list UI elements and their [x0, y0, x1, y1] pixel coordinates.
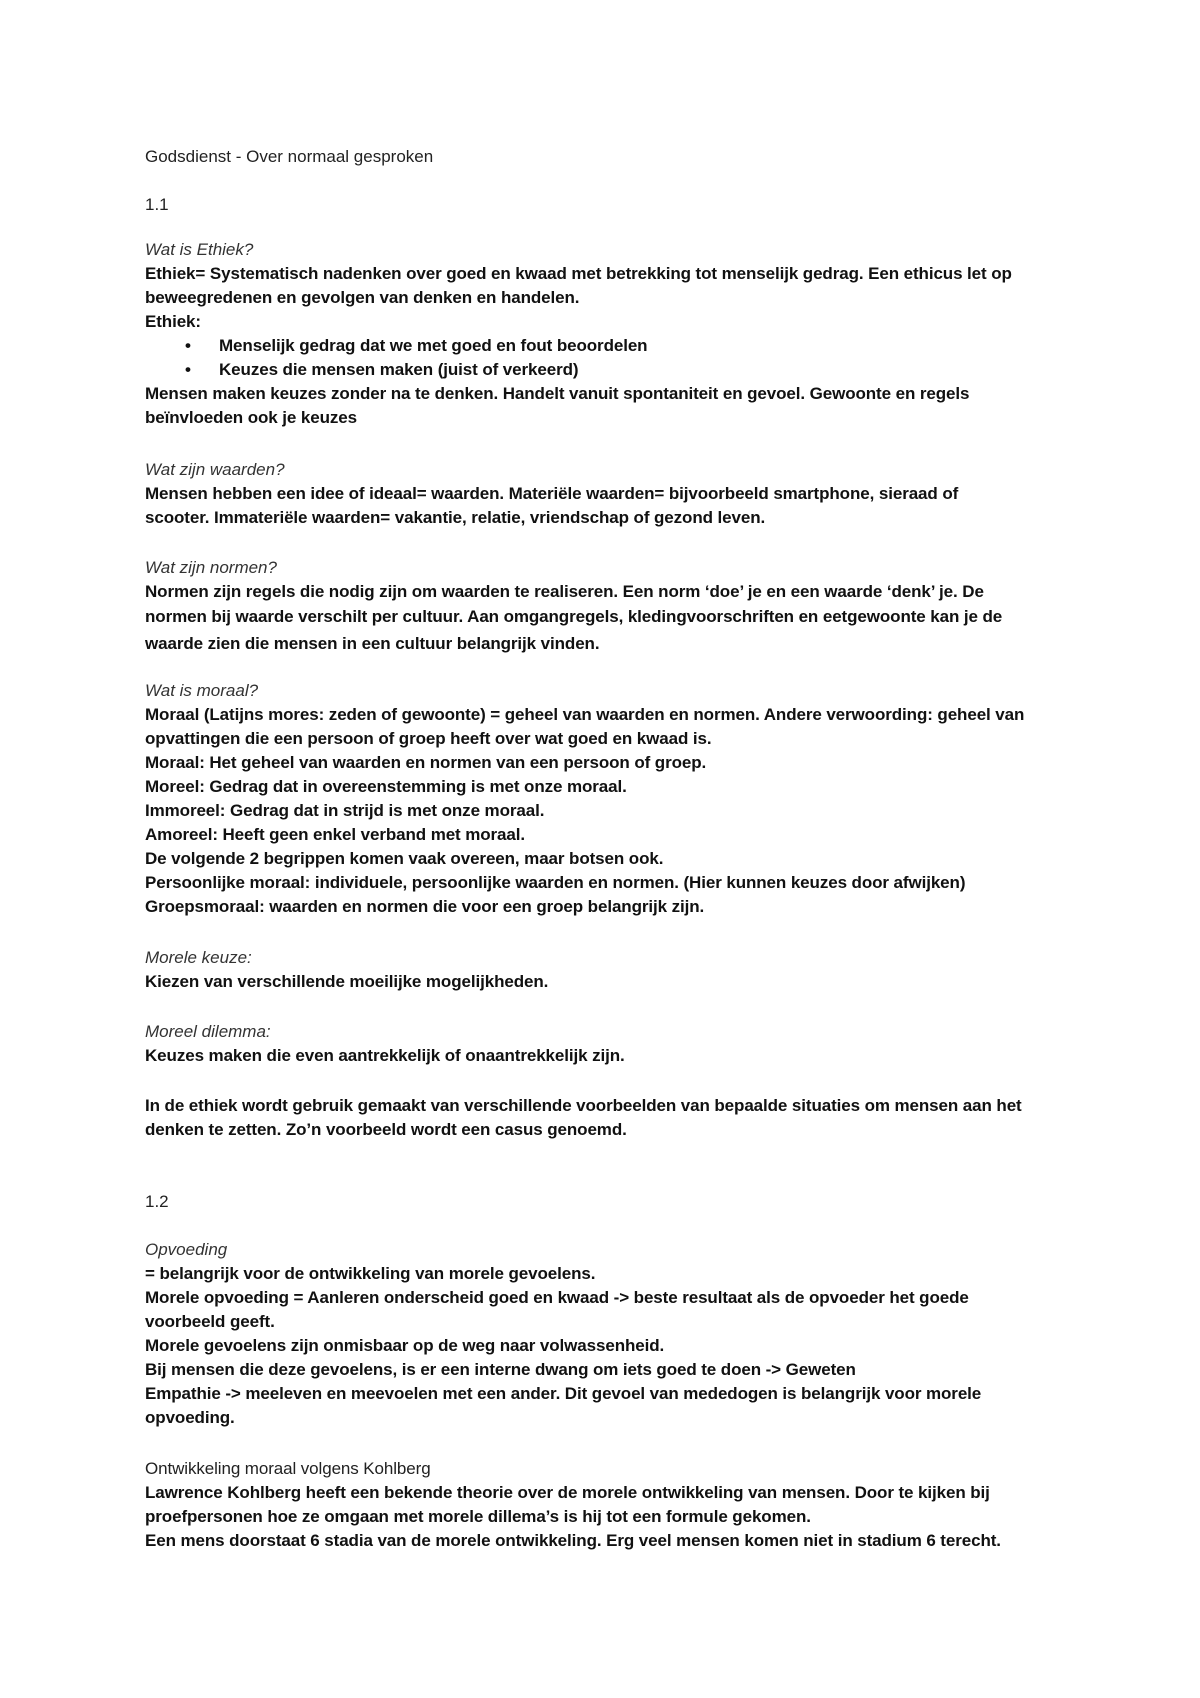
paragraph-line: Immoreel: Gedrag dat in strijd is met onze moraal.: [145, 801, 545, 820]
paragraph-line: = belangrijk voor de ontwikkeling van morele gevoelens.: [145, 1264, 596, 1283]
document-title: Godsdienst - Over normaal gesproken: [145, 147, 434, 166]
paragraph-line: Normen zijn regels die nodig zijn om waarden te realiseren. Een norm ‘doe’ je en een waarde ‘denk’ je. De: [145, 582, 984, 601]
paragraph-line: denken te zetten. Zo’n voorbeeld wordt een casus genoemd.: [145, 1120, 627, 1139]
section-number: 1.2: [145, 1192, 169, 1211]
paragraph-line: Mensen maken keuzes zonder na te denken. Handelt vanuit spontaniteit en gevoel. Gewoonte en regels: [145, 384, 970, 403]
section-number: 1.1: [145, 195, 169, 214]
paragraph-line: Keuzes maken die even aantrekkelijk of onaantrekkelijk zijn.: [145, 1046, 625, 1065]
paragraph-line: Kiezen van verschillende moeilijke mogelijkheden.: [145, 972, 549, 991]
paragraph-line: Bij mensen die deze gevoelens, is er een interne dwang om iets goed te doen -> Geweten: [145, 1360, 856, 1379]
paragraph-line: Empathie -> meeleven en meevoelen met een ander. Dit gevoel van mededogen is belangrijk voor morele: [145, 1384, 982, 1403]
section-heading: Ontwikkeling moraal volgens Kohlberg: [145, 1459, 431, 1478]
paragraph-line: scooter. Immateriële waarden= vakantie, relatie, vriendschap of gezond leven.: [145, 508, 766, 527]
list-item: Menselijk gedrag dat we met goed en fout beoordelen: [219, 336, 648, 355]
paragraph-line: Lawrence Kohlberg heeft een bekende theorie over de morele ontwikkeling van mensen. Door te kijken bij: [145, 1483, 990, 1502]
section-heading: Moreel dilemma:: [145, 1022, 271, 1041]
paragraph-line: proefpersonen hoe ze omgaan met morele dillema’s is hij tot een formule gekomen.: [145, 1507, 811, 1526]
bullet-icon: •: [185, 360, 191, 379]
paragraph-line: beweegredenen en gevolgen van denken en handelen.: [145, 288, 580, 307]
paragraph-line: Een mens doorstaat 6 stadia van de morele ontwikkeling. Erg veel mensen komen niet in stadium 6 terecht.: [145, 1531, 1001, 1550]
section-heading: Wat is Ethiek?: [145, 240, 254, 259]
paragraph-line: beïnvloeden ook je keuzes: [145, 408, 357, 427]
paragraph-line: Mensen hebben een idee of ideaal= waarden. Materiële waarden= bijvoorbeeld smartphone, sieraad of: [145, 484, 959, 503]
paragraph-line: Ethiek:: [145, 312, 201, 331]
paragraph-line: Ethiek= Systematisch nadenken over goed en kwaad met betrekking tot menselijk gedrag. Een ethicus let op: [145, 264, 1012, 283]
paragraph-line: Moraal: Het geheel van waarden en normen van een persoon of groep.: [145, 753, 707, 772]
paragraph-line: In de ethiek wordt gebruik gemaakt van verschillende voorbeelden van bepaalde situaties om mensen aan het: [145, 1096, 1022, 1115]
section-heading: Opvoeding: [145, 1240, 228, 1259]
paragraph-line: Morele gevoelens zijn onmisbaar op de weg naar volwassenheid.: [145, 1336, 665, 1355]
paragraph-line: Persoonlijke moraal: individuele, persoonlijke waarden en normen. (Hier kunnen keuzes door afwijken): [145, 873, 966, 892]
bullet-icon: •: [185, 336, 191, 355]
paragraph-line: voorbeeld geeft.: [145, 1312, 275, 1331]
paragraph-line: opvoeding.: [145, 1408, 235, 1427]
paragraph-line: De volgende 2 begrippen komen vaak overeen, maar botsen ook.: [145, 849, 664, 868]
paragraph-line: normen bij waarde verschilt per cultuur. Aan omgangregels, kledingvoorschriften en eetgewoonte kan je de: [145, 607, 1003, 626]
paragraph-line: waarde zien die mensen in een cultuur belangrijk vinden.: [145, 634, 600, 653]
paragraph-line: Morele opvoeding = Aanleren onderscheid goed en kwaad -> beste resultaat als de opvoeder het goede: [145, 1288, 969, 1307]
paragraph-line: Moreel: Gedrag dat in overeenstemming is met onze moraal.: [145, 777, 627, 796]
section-heading: Wat zijn waarden?: [145, 460, 285, 479]
paragraph-line: opvattingen die een persoon of groep heeft over wat goed en kwaad is.: [145, 729, 712, 748]
paragraph-line: Moraal (Latijns mores: zeden of gewoonte) = geheel van waarden en normen. Andere verwoording: geheel van: [145, 705, 1025, 724]
section-heading: Morele keuze:: [145, 948, 252, 967]
section-heading: Wat is moraal?: [145, 681, 259, 700]
list-item: Keuzes die mensen maken (juist of verkeerd): [219, 360, 579, 379]
section-heading: Wat zijn normen?: [145, 558, 277, 577]
paragraph-line: Groepsmoraal: waarden en normen die voor een groep belangrijk zijn.: [145, 897, 705, 916]
paragraph-line: Amoreel: Heeft geen enkel verband met moraal.: [145, 825, 526, 844]
